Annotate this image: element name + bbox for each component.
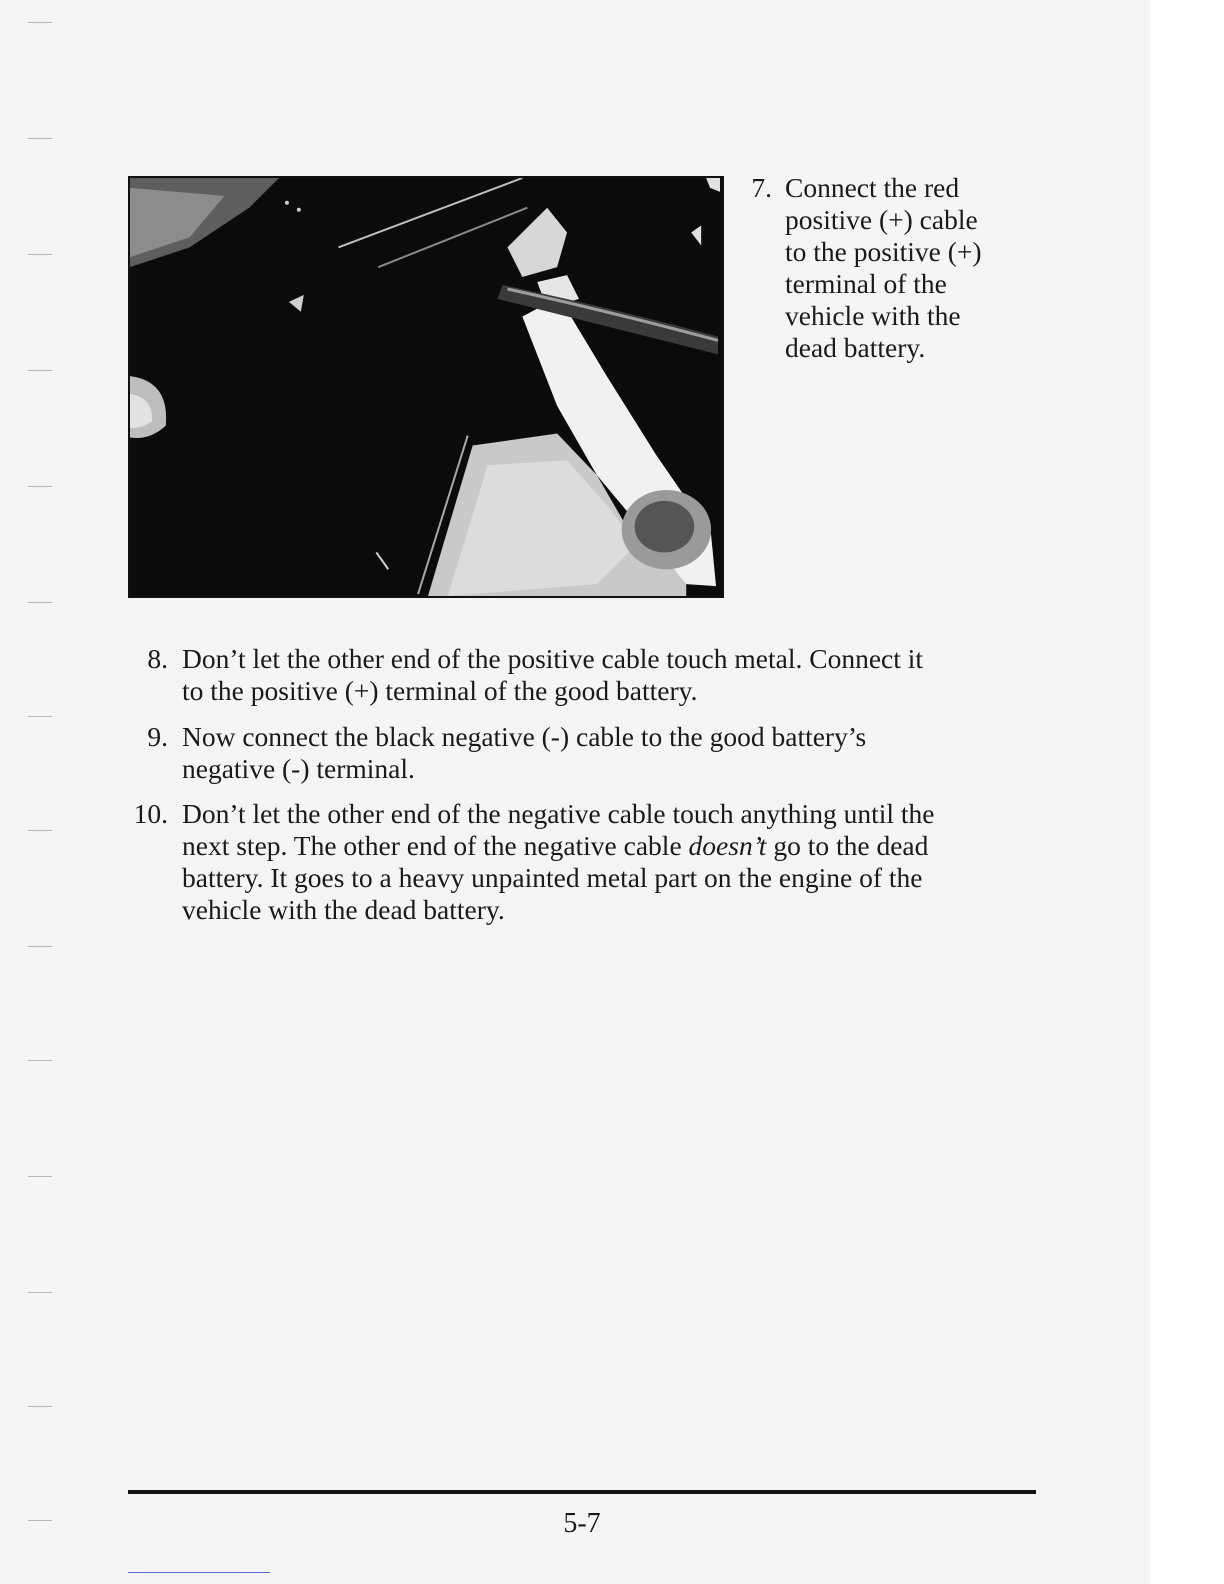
step-8 [128, 643, 1048, 709]
emphasis-text: doesn’t [688, 830, 767, 861]
step-text-line: to the positive (+) [785, 236, 982, 267]
margin-tick [28, 1060, 52, 1061]
step-7 [740, 172, 1040, 372]
margin-tick [28, 830, 52, 831]
margin-tick [28, 22, 52, 23]
step-text-line: Now connect the black negative (-) cable to the good battery’s [182, 721, 867, 752]
step-text-line: Connect the red [785, 172, 960, 203]
step-text-line [182, 830, 928, 862]
step-number: 8. [147, 643, 168, 674]
margin-tick [28, 1406, 52, 1407]
step-10 [128, 798, 1048, 928]
step-9 [128, 721, 1048, 787]
bottom-edge-line [128, 1572, 270, 1573]
margin-tick [28, 602, 52, 603]
margin-tick [28, 1292, 52, 1293]
step-text-line: vehicle with the dead battery. [182, 894, 505, 925]
step-text-line: terminal of the [785, 268, 947, 299]
margin-tick [28, 138, 52, 139]
footer-rule [128, 1490, 1036, 1494]
margin-tick [28, 946, 52, 947]
page-number: 5-7 [563, 1508, 601, 1539]
step-text-segment: go to the dead [766, 830, 929, 861]
step-text-line: Don’t let the other end of the positive cable touch metal. Connect it [182, 643, 924, 674]
step-text-segment: next step. The other end of the negative cable [182, 830, 689, 861]
margin-tick [28, 370, 52, 371]
step-text-line: Don’t let the other end of the negative cable touch anything until the [182, 798, 935, 829]
step-number: 10. [133, 798, 168, 829]
step-text-line: negative (-) terminal. [182, 753, 415, 784]
margin-tick [28, 716, 52, 717]
margin-tick [28, 486, 52, 487]
step-text-line: dead battery. [785, 332, 926, 363]
step-number: 7. [751, 172, 772, 203]
margin-tick [28, 254, 52, 255]
margin-tick [28, 1176, 52, 1177]
step-text-line: vehicle with the [785, 300, 961, 331]
step-text-line: to the positive (+) terminal of the good battery. [182, 675, 698, 706]
step-text-line: battery. It goes to a heavy unpainted metal part on the engine of the [182, 862, 923, 893]
step-text-line: positive (+) cable [785, 204, 978, 235]
jumper-cable-photo [128, 176, 724, 598]
battery-terminal-illustration [130, 178, 722, 596]
step-number: 9. [147, 721, 168, 752]
